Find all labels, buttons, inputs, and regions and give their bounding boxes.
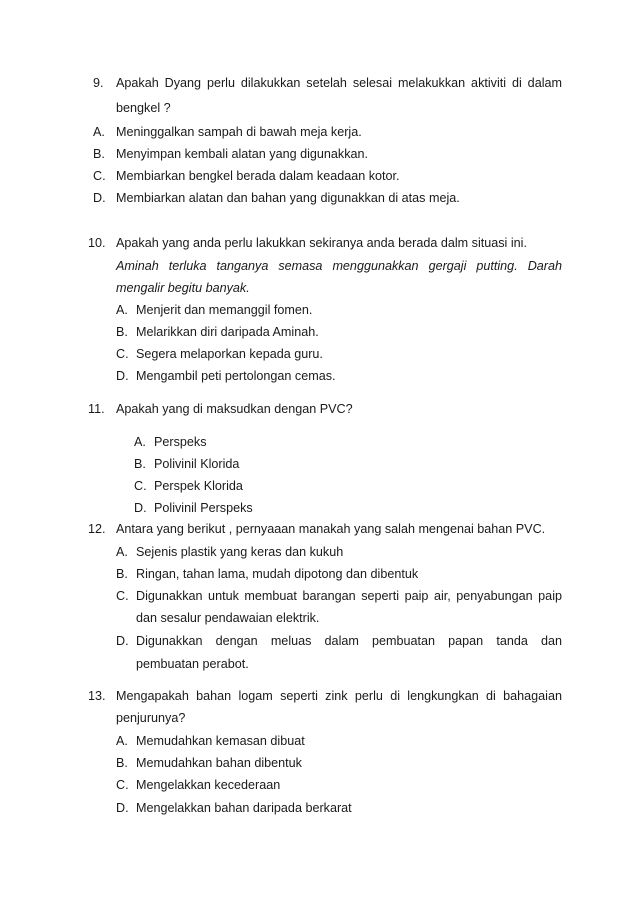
- question-text-cont: penjurunya?: [116, 711, 186, 725]
- option-label: B.: [93, 147, 105, 161]
- option-text: Perspeks: [154, 435, 207, 449]
- option-text: Meninggalkan sampah di bawah meja kerja.: [116, 125, 362, 139]
- option-text: Polivinil Perspeks: [154, 501, 253, 515]
- option-text: Digunakkan untuk membuat barangan seperti paip air, penyabungan paip: [136, 589, 562, 603]
- option-label: B.: [134, 457, 146, 471]
- option-label: C.: [93, 169, 106, 183]
- option-text: Menyimpan kembali alatan yang digunakkan.: [116, 147, 369, 161]
- option-label: D.: [116, 634, 129, 648]
- question-text: Antara yang berikut , pernyaaan manakah yang salah mengenai bahan PVC.: [116, 522, 546, 536]
- option-label: C.: [134, 479, 147, 493]
- question-number: 13.: [88, 689, 106, 703]
- option-label: B.: [116, 567, 128, 581]
- question-number: 10.: [88, 236, 106, 250]
- option-label: B.: [116, 756, 128, 770]
- option-label: D.: [116, 801, 129, 815]
- option-label: B.: [116, 325, 128, 339]
- question-number: 11.: [88, 402, 105, 416]
- question-number: 12.: [88, 522, 106, 536]
- option-label: A.: [134, 435, 146, 449]
- option-text: Perspek Klorida: [154, 479, 243, 493]
- option-text: Mengelakkan bahan daripada berkarat: [136, 801, 352, 815]
- option-text: Menjerit dan memanggil fomen.: [136, 303, 313, 317]
- option-text: Digunakkan dengan meluas dalam pembuatan papan tanda dan: [136, 634, 562, 648]
- question-number: 9.: [93, 76, 104, 90]
- question-text: Mengapakah bahan logam seperti zink perlu di lengkungkan di bahagaian: [116, 689, 562, 703]
- option-label: D.: [134, 501, 147, 515]
- option-text: Polivinil Klorida: [154, 457, 240, 471]
- option-text-cont: pembuatan perabot.: [136, 657, 249, 671]
- question-text: Apakah yang di maksudkan dengan PVC?: [116, 402, 353, 416]
- option-label: A.: [116, 545, 128, 559]
- option-label: D.: [93, 191, 106, 205]
- option-label: C.: [116, 778, 129, 792]
- question-text: Apakah Dyang perlu dilakukkan setelah selesai melakukkan aktiviti di dalam: [116, 76, 562, 90]
- option-label: D.: [116, 369, 129, 383]
- question-text: Apakah yang anda perlu lakukkan sekiranya anda berada dalm situasi ini.: [116, 236, 527, 250]
- option-label: A.: [93, 125, 105, 139]
- option-text: Sejenis plastik yang keras dan kukuh: [136, 545, 344, 559]
- option-label: A.: [116, 734, 128, 748]
- scenario-text-cont: mengalir begitu banyak.: [116, 281, 250, 295]
- option-text: Segera melaporkan kepada guru.: [136, 347, 323, 361]
- option-label: A.: [116, 303, 128, 317]
- option-label: C.: [116, 347, 129, 361]
- option-text-cont: dan sesalur pendawaian elektrik.: [136, 611, 320, 625]
- option-text: Memudahkan kemasan dibuat: [136, 734, 305, 748]
- option-text: Mengelakkan kecederaan: [136, 778, 281, 792]
- option-text: Memudahkan bahan dibentuk: [136, 756, 302, 770]
- option-text: Membiarkan bengkel berada dalam keadaan kotor.: [116, 169, 400, 183]
- question-text-cont: bengkel ?: [116, 101, 171, 115]
- option-text: Mengambil peti pertolongan cemas.: [136, 369, 336, 383]
- option-text: Membiarkan alatan dan bahan yang digunakkan di atas meja.: [116, 191, 460, 205]
- option-text: Ringan, tahan lama, mudah dipotong dan dibentuk: [136, 567, 419, 581]
- scenario-text: Aminah terluka tanganya semasa menggunakkan gergaji putting. Darah: [116, 259, 562, 273]
- option-label: C.: [116, 589, 129, 603]
- option-text: Melarikkan diri daripada Aminah.: [136, 325, 319, 339]
